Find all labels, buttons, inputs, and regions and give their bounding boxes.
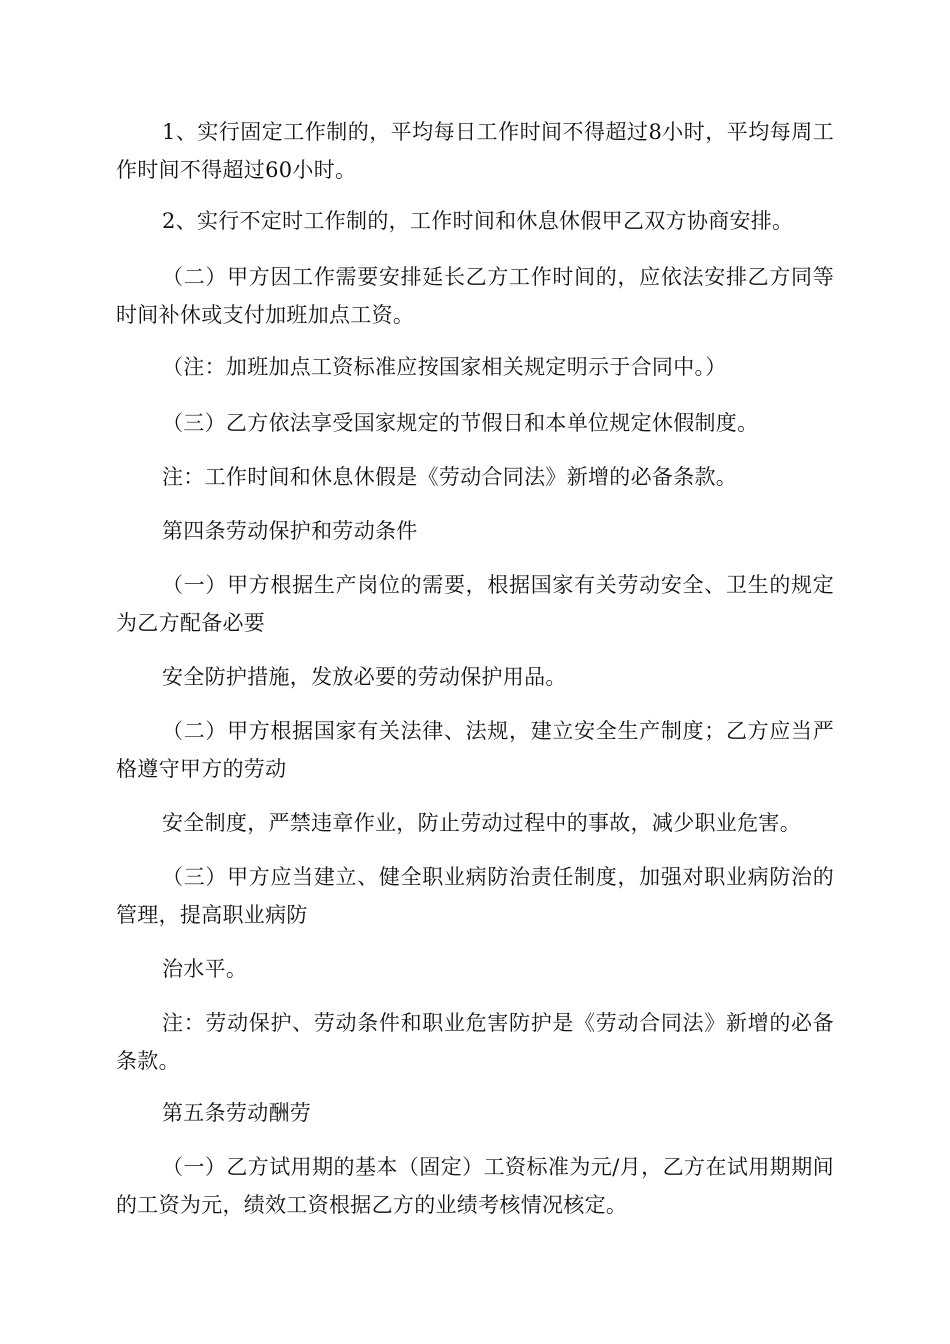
section-heading-5: 第五条劳动酬劳 <box>162 1101 312 1125</box>
paragraph-8: （一）甲方根据生产岗位的需要，根据国家有关劳动安全、卫生的规定为乙方配备必要 <box>116 573 834 635</box>
paragraph-11: 安全制度，严禁违章作业，防止劳动过程中的事故，减少职业危害。 <box>162 811 801 835</box>
paragraph-12: （三）甲方应当建立、健全职业病防治责任制度，加强对职业病防治的管理，提高职业病防 <box>116 865 834 927</box>
paragraph-1: 1、实行固定工作制的，平均每日工作时间不得超过8小时，平均每周工作时间不得超过60小时。 <box>116 120 834 182</box>
paragraph-5: （三）乙方依法享受国家规定的节假日和本单位规定休假制度。 <box>162 411 759 435</box>
paragraph-2: 2、实行不定时工作制的，工作时间和休息休假甲乙双方协商安排。 <box>162 209 794 233</box>
paragraph-13: 治水平。 <box>162 957 248 981</box>
paragraph-6: 注：工作时间和休息休假是《劳动合同法》新增的必备条款。 <box>162 465 738 489</box>
paragraph-9: 安全防护措施，发放必要的劳动保护用品。 <box>162 665 567 689</box>
section-heading-4: 第四条劳动保护和劳动条件 <box>162 519 418 543</box>
paragraph-10: （二）甲方根据国家有关法律、法规，建立安全生产制度；乙方应当严格遵守甲方的劳动 <box>116 719 834 781</box>
paragraph-16: （一）乙方试用期的基本（固定）工资标准为元/月，乙方在试用期期间的工资为元，绩效工资根据乙方的业绩考核情况核定。 <box>116 1155 834 1217</box>
paragraph-3: （二）甲方因工作需要安排延长乙方工作时间的，应依法安排乙方同等时间补休或支付加班加点工资。 <box>116 265 834 327</box>
paragraph-14: 注：劳动保护、劳动条件和职业危害防护是《劳动合同法》新增的必备条款。 <box>116 1011 834 1073</box>
paragraph-4: （注：加班加点工资标准应按国家相关规定明示于合同中。） <box>162 355 727 379</box>
